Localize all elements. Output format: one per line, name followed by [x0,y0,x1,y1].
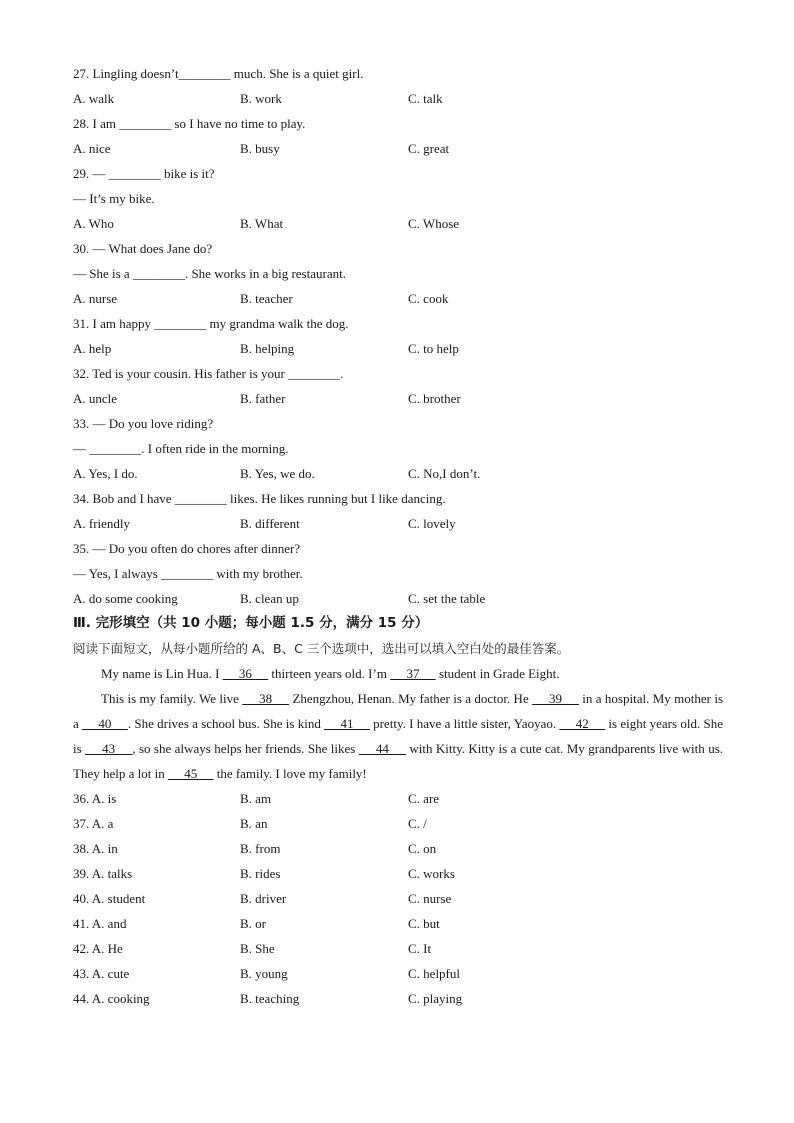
option-a: A. uncle [73,391,118,406]
option-a: 42. A. He [73,941,123,956]
option-c: C. cook [408,291,449,306]
option-a: A. walk [73,91,115,106]
option-c: C. / [408,816,427,831]
blank-38: 38 [242,691,290,706]
question-stem-reply: — Yes, I always ________ with my brother. [73,566,303,581]
option-c: C. brother [408,391,461,406]
option-a: 36. A. is [73,791,117,806]
option-b: B. work [240,91,282,106]
option-a: 44. A. cooking [73,991,150,1006]
option-c: C. on [408,841,437,856]
question-stem: 27. Lingling doesn’t________ much. She is a quiet girl. [73,66,364,81]
option-c: C. nurse [408,891,452,906]
option-b: B. helping [240,341,295,356]
option-b: B. different [240,516,300,531]
option-b: B. father [240,391,286,406]
option-a: A. Yes, I do. [73,466,138,481]
option-b: B. or [240,916,266,931]
option-c: C. to help [408,341,459,356]
option-a: 38. A. in [73,841,118,856]
option-c: C. It [408,941,432,956]
question-stem-reply: — ________. I often ride in the morning. [73,441,289,456]
blank-45: 45 [167,766,214,781]
question-stem: 30. — What does Jane do? [73,241,213,256]
option-b: B. an [240,816,268,831]
option-b: B. driver [240,891,287,906]
question-stem-reply: — She is a ________. She works in a big restaurant. [73,266,346,281]
option-c: C. Whose [408,216,460,231]
section-instruction: 阅读下面短文，从每小题所给的 A、B、C 三个选项中，选出可以填入空白处的最佳答案。 [73,641,570,656]
option-c: C. talk [408,91,443,106]
option-a: A. nice [73,141,111,156]
question-stem: 33. — Do you love riding? [73,416,214,431]
option-b: B. clean up [240,591,299,606]
option-b: B. rides [240,866,281,881]
option-c: C. but [408,916,440,931]
option-b: B. am [240,791,272,806]
blank-41: 41 [324,716,370,731]
question-stem: 31. I am happy ________ my grandma walk the dog. [73,316,349,331]
option-b: B. teaching [240,991,300,1006]
option-c: C. helpful [408,966,460,981]
option-b: B. Yes, we do. [240,466,315,481]
question-stem: 35. — Do you often do chores after dinner? [73,541,301,556]
option-a: 43. A. cute [73,966,130,981]
option-b: B. young [240,966,288,981]
option-c: C. are [408,791,440,806]
option-a: A. Who [73,216,114,231]
option-b: B. from [240,841,281,856]
option-b: B. What [240,216,284,231]
blank-44: 44 [358,741,406,756]
blank-39: 39 [532,691,579,706]
passage-paragraph-1: My name is Lin Hua. I 36 thirteen years old. I’m 37 student in Grade Eight. [101,666,560,681]
blank-36: 36 [222,666,269,681]
option-a: A. help [73,341,112,356]
option-a: 39. A. talks [73,866,133,881]
question-stem: 29. — ________ bike is it? [73,166,215,181]
option-c: C. great [408,141,450,156]
option-a: A. friendly [73,516,131,531]
blank-42: 42 [559,716,606,731]
question-stem: 34. Bob and I have ________ likes. He likes running but I like dancing. [73,491,446,506]
cloze-passage [73,661,723,786]
question-stem-reply: — It’s my bike. [73,191,155,206]
blank-43: 43 [85,741,133,756]
section-title: Ⅲ. 完形填空（共 10 小题；每小题 1.5 分，满分 15 分） [73,615,429,631]
question-stem: 32. Ted is your cousin. His father is your ________. [73,366,344,381]
passage-paragraph-2: This is my family. We live 38 Zhengzhou, Henan. My father is a doctor. He 39 in a hospital. My mother is a 40 . She drives a school bus. She is kind 41 pretty. I have a little sister, Yaoyao. 42 is eight years old. She is 43 , so she always helps her friends. She likes 44 with Kitty. Kitty is a cute cat. My grandparents live with us. They help a lot in 45 the family. I love my family! [73,691,724,781]
option-b: B. busy [240,141,280,156]
option-a: 41. A. and [73,916,127,931]
option-c: C. set the table [408,591,486,606]
option-c: C. No,I don’t. [408,466,481,481]
option-b: B. teacher [240,291,293,306]
blank-40: 40 [82,716,128,731]
option-c: C. playing [408,991,463,1006]
blank-37: 37 [390,666,436,681]
option-b: B. She [240,941,275,956]
option-a: A. do some cooking [73,591,178,606]
option-a: 40. A. student [73,891,146,906]
option-a: 37. A. a [73,816,114,831]
option-a: A. nurse [73,291,118,306]
option-c: C. works [408,866,455,881]
question-stem: 28. I am ________ so I have no time to play. [73,116,306,131]
option-c: C. lovely [408,516,456,531]
